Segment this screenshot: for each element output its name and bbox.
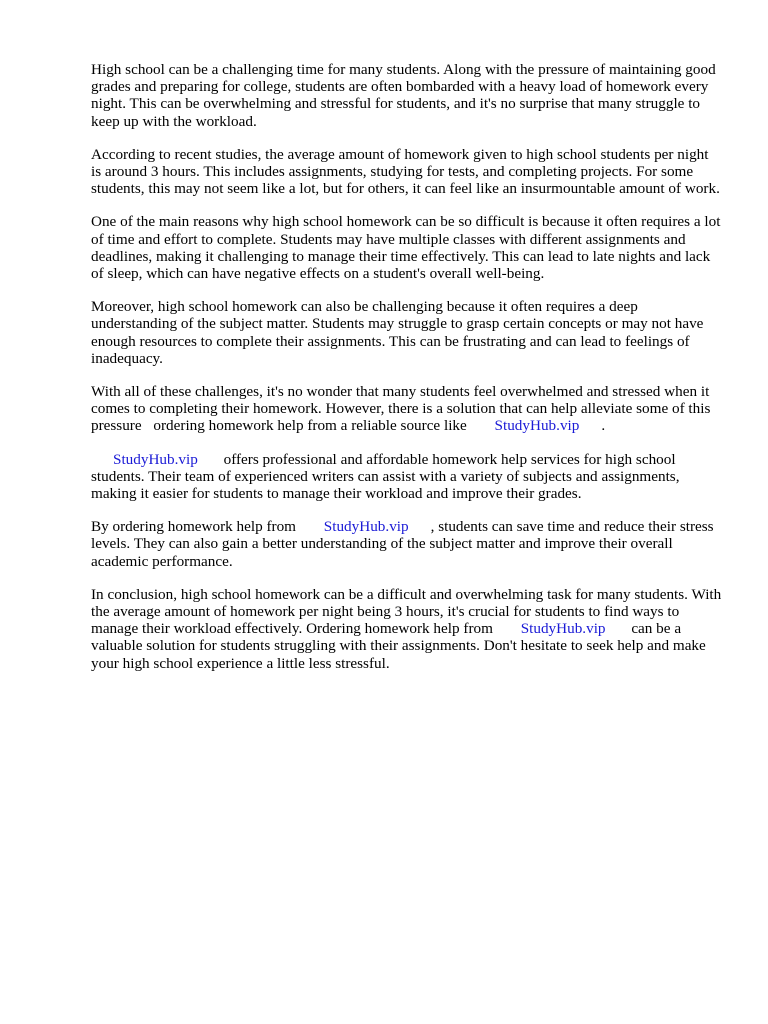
paragraph-6 xyxy=(91,451,722,503)
paragraph-7-text: By ordering homework help from xyxy=(91,518,296,536)
paragraph-5 xyxy=(91,383,722,435)
paragraph-8-text-after: can be a valuable solution for students struggling with their assignments. Don't hesitate to seek help and make your high school experience a little less stressful. xyxy=(91,620,706,672)
paragraph-5-period: . xyxy=(601,417,606,435)
studyhub-link-2[interactable]: StudyHub.vip xyxy=(113,450,198,468)
paragraph-1: High school can be a challenging time for many students. Along with the pressure of maintaining good grades and preparing for college, students are often bombarded with a heavy load of homework every night. This can be overwhelming and stressful for students, and it's no surprise that many struggle to keep up with the workload. xyxy=(91,61,716,130)
paragraph-6-text: offers professional and affordable homework help services for high school students. Their team of experienced writers can assist with a variety of subjects and assignments, making it easier for students to manage their workload and improve their grades. xyxy=(91,450,680,503)
paragraph-8 xyxy=(91,586,722,672)
paragraph-7-text-after: , students can save time and reduce their stress levels. They can also gain a better understanding of the subject matter and improve their overall academic performance. xyxy=(91,518,714,570)
paragraph-7 xyxy=(91,518,722,570)
paragraph-5-text: With all of these challenges, it's no wonder that many students feel overwhelmed and stressed when it comes to completing their homework. However, there is a solution that can help alleviate some of this pressure xyxy=(91,383,711,435)
paragraph-8-text: In conclusion, high school homework can be a difficult and overwhelming task for many students. With the average amount of homework per night being 3 hours, it's crucial for students to find ways to manage their workload effectively. Ordering homework help from xyxy=(91,585,722,638)
paragraph-5-text-middle: ordering homework help from a reliable source like xyxy=(153,417,467,435)
paragraph-4: Moreover, high school homework can also be challenging because it often requires a deep understanding of the subject matter. Students may struggle to grasp certain concepts or may not have enough resources to complete their assignments. This can be frustrating and can lead to feelings of inadequacy. xyxy=(91,298,704,367)
studyhub-link-1[interactable]: StudyHub.vip xyxy=(494,417,580,435)
paragraph-2: According to recent studies, the average amount of homework given to high school students per night is around 3 hours. This includes assignments, studying for tests, and completing projects. For some students, this may not seem like a lot, but for others, it can feel like an insurmountable amount of work. xyxy=(91,145,720,198)
studyhub-link-4[interactable]: StudyHub.vip xyxy=(520,620,606,638)
paragraph-3: One of the main reasons why high school homework can be so difficult is because it often requires a lot of time and effort to complete. Students may have multiple classes with different assignments and deadlines, making it challenging to manage their time effectively. This can lead to late nights and lack of sleep, which can have negative effects on a student's overall well-being. xyxy=(91,213,721,283)
studyhub-link-3[interactable]: StudyHub.vip xyxy=(323,518,409,536)
